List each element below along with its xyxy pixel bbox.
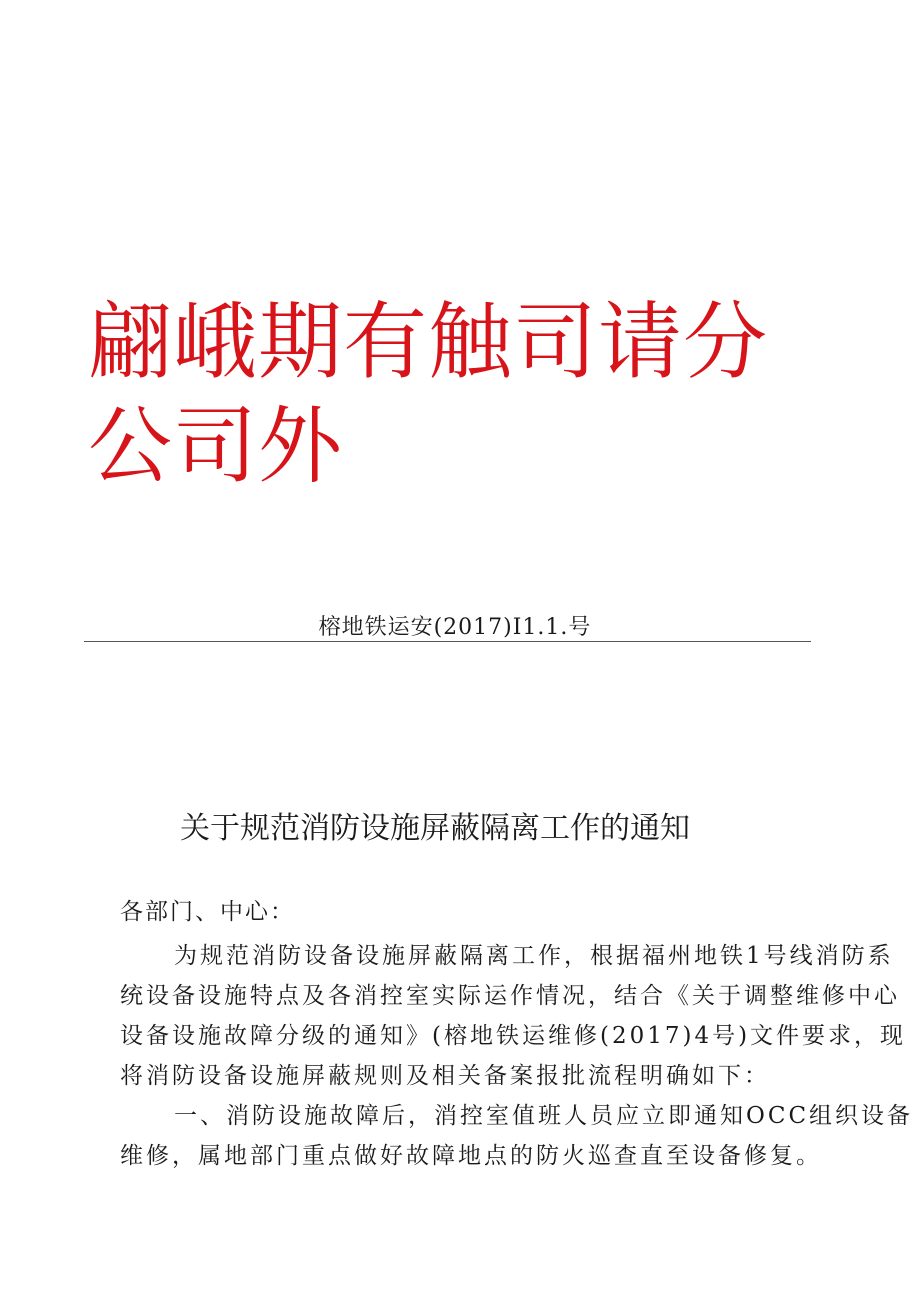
header-divider bbox=[84, 641, 811, 642]
salutation: 各部门、中心： bbox=[120, 899, 295, 925]
body-paragraph-2 bbox=[120, 1096, 914, 1176]
paragraph-line: 将消防设备设施屏蔽规则及相关备案报批流程明确如下： bbox=[120, 1063, 770, 1089]
paragraph-line: 设备设施故障分级的通知》(榕地铁运维修(2017)4号)文件要求，现 bbox=[120, 1023, 907, 1049]
paragraph-line: 统设备设施特点及各消控室实际运作情况，结合《关于调整维修中心 bbox=[120, 983, 900, 1009]
paragraph-line: 维修，属地部门重点做好故障地点的防火巡查直至设备修复。 bbox=[120, 1143, 822, 1169]
document-number: 榕地铁运安(2017)I1.1.号 bbox=[318, 615, 592, 640]
body-paragraph-1 bbox=[120, 936, 907, 1096]
header-title-line-2: 公司外 bbox=[88, 397, 344, 495]
paragraph-line: 一、消防设施故障后，消控室值班人员应立即通知OCC组织设备 bbox=[174, 1103, 914, 1129]
paragraph-line: 为规范消防设备设施屏蔽隔离工作，根据福州地铁1号线消防系 bbox=[174, 943, 894, 969]
issuing-authority-header bbox=[88, 290, 769, 498]
header-title-line-1: 翩峨期有触司请分 bbox=[88, 293, 769, 391]
notice-title: 关于规范消防设施屏蔽隔离工作的通知 bbox=[180, 811, 690, 846]
